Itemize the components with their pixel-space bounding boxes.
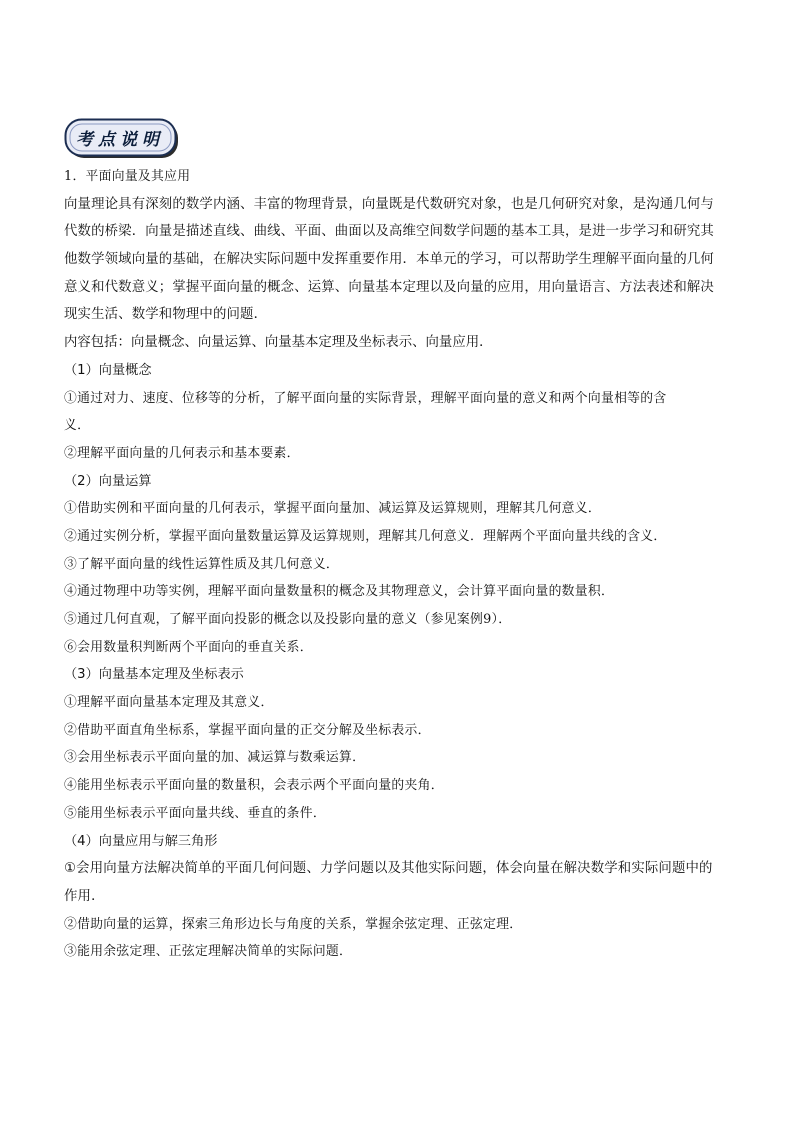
list-item: ④能用坐标表示平面向量的数量积，会表示两个平面向量的夹角． [64, 778, 444, 794]
list-item: ⑤通过几何直观，了解平面向投影的概念以及投影向量的意义（参见案例9）． [64, 612, 512, 627]
list-item: 义． [64, 418, 91, 434]
list-item: ①借助实例和平面向量的几何表示，掌握平面向量加、减运算及运算规则，理解其几何意义． [64, 501, 601, 517]
list-item: ①理解平面向量基本定理及其意义． [64, 695, 274, 711]
subsection-heading: （1）向量概念 [64, 362, 152, 378]
list-item: ⑥会用数量积判断两个平面向的垂直关系． [64, 639, 313, 655]
badge-title: 考点说明 [76, 129, 164, 150]
list-item: ③会用坐标表示平面向量的加、减运算与数乘运算． [64, 750, 366, 766]
subsection-heading: （2）向量运算 [64, 473, 152, 489]
list-item: ④通过物理中功等实例，理解平面向量数量积的概念及其物理意义，会计算平面向量的数量积． [64, 584, 615, 600]
list-item: ②通过实例分析，掌握平面向量数量运算及运算规则，理解其几何意义．理解两个平面向量共线的含义． [64, 528, 667, 544]
intro-line: 代数的桥梁．向量是描述直线、曲线、平面、曲面以及高维空间数学问题的基本工具，是进一步学习和研究其 [64, 224, 714, 240]
list-item: ⑤能用坐标表示平面向量共线、垂直的条件． [64, 805, 326, 821]
section-title: 1．平面向量及其应用 [64, 169, 191, 184]
list-item: ①通过对力、速度、位移等的分析，了解平面向量的实际背景，理解平面向量的意义和两个向量相等的含 [64, 390, 667, 406]
section-badge [64, 118, 180, 160]
subsection-heading: （4）向量应用与解三角形 [64, 833, 218, 849]
content-summary: 内容包括：向量概念、向量运算、向量基本定理及坐标表示、向量应用． [64, 335, 493, 351]
main-content [64, 163, 732, 966]
intro-line: 向量理论具有深刻的数学内涵、丰富的物理背景，向量既是代数研究对象，也是几何研究对象，是沟通几何与 [64, 196, 714, 212]
intro-line: 意义和代数意义；掌握平面向量的概念、运算、向量基本定理以及向量的应用，用向量语言、方法表述和解决 [64, 279, 714, 295]
intro-line: 他数学领域向量的基础，在解决实际问题中发挥重要作用．本单元的学习，可以帮助学生理解平面向量的几何 [64, 252, 714, 268]
intro-line: 现实生活、数学和物理中的问题． [64, 307, 268, 323]
list-item: ②理解平面向量的几何表示和基本要素． [64, 445, 300, 461]
list-item: ①会用向量方法解决简单的平面几何问题、力学问题以及其他实际问题，体会向量在解决数学和实际问题中的 [64, 861, 713, 877]
list-item: ③能用余弦定理、正弦定理解决简单的实际问题． [64, 944, 353, 960]
list-item: 作用． [64, 888, 105, 904]
list-item: ③了解平面向量的线性运算性质及其几何意义． [64, 556, 340, 572]
list-item: ②借助向量的运算，探索三角形边长与角度的关系，掌握余弦定理、正弦定理． [64, 916, 523, 932]
list-item: ②借助平面直角坐标系，掌握平面向量的正交分解及坐标表示． [64, 722, 431, 738]
intro-paragraph [64, 191, 732, 329]
subsection-heading: （3）向量基本定理及坐标表示 [64, 667, 244, 683]
